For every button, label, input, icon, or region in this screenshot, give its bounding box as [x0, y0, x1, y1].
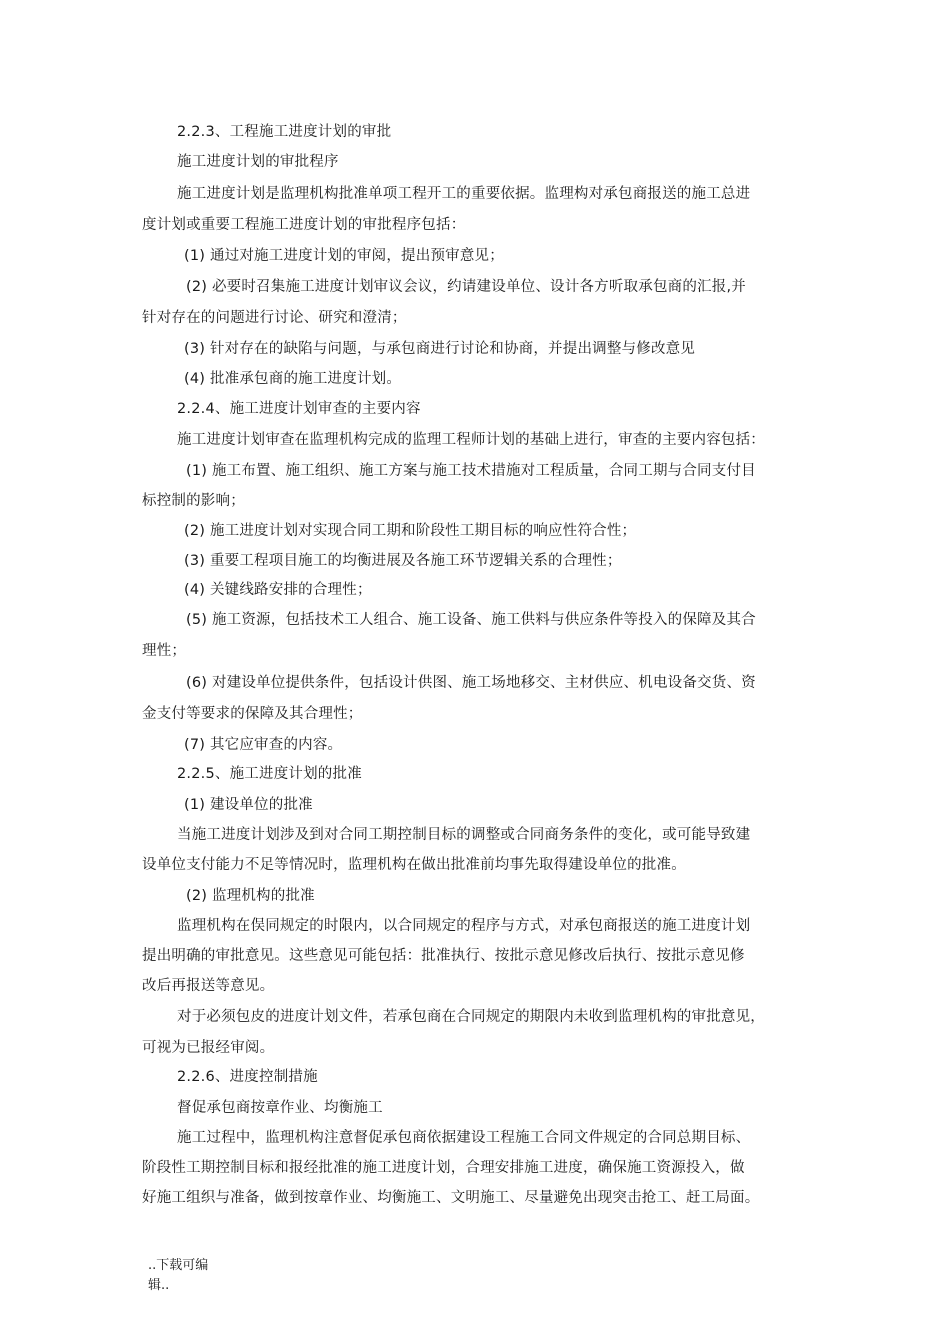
- paragraph-line: 理性；: [142, 643, 187, 659]
- list-item: (1) 建设单位的批准: [184, 797, 313, 813]
- heading-2-2-5: 2.2.5、施工进度计划的批准: [177, 766, 362, 782]
- list-item: (7) 其它应审查的内容。: [184, 737, 343, 753]
- paragraph-line: 施工进度计划审查在监理机构完成的监理工程师计划的基础上进行，审查的主要内容包括：: [177, 432, 765, 448]
- paragraph-line: 好施工组织与准备，做到按章作业、均衡施工、文明施工、尽量避免出现突击抢工、赶工局面。: [142, 1190, 760, 1206]
- paragraph-line: 度计划或重要工程施工进度计划的审批程序包括：: [142, 217, 466, 233]
- paragraph-line: 设单位支付能力不足等情况时，监理机构在做出批准前均事先取得建设单位的批准。: [142, 857, 686, 873]
- heading-2-2-6: 2.2.6、进度控制措施: [177, 1069, 318, 1085]
- list-item: (2) 施工进度计划对实现合同工期和阶段性工期目标的响应性符合性；: [184, 523, 637, 539]
- paragraph-line: 施工过程中，监理机构注意督促承包商依据建设工程施工合同文件规定的合同总期目标、: [177, 1130, 751, 1146]
- paragraph-line: 金支付等要求的保障及其合理性；: [142, 706, 363, 722]
- paragraph-line: 改后再报送等意见。: [142, 978, 275, 994]
- list-item: (2) 监理机构的批准: [186, 888, 315, 904]
- list-item: (5) 施工资源，包括技术工人组合、施工设备、施工供料与供应条件等投入的保障及其合: [186, 612, 756, 628]
- paragraph-line: 标控制的影响；: [142, 493, 245, 509]
- heading-2-2-4: 2.2.4、施工进度计划审查的主要内容: [177, 401, 421, 417]
- paragraph-line: 针对存在的问题进行讨论、研究和澄清；: [142, 310, 407, 326]
- subheading-approval-procedure: 施工进度计划的审批程序: [177, 154, 339, 170]
- paragraph-line: 对于必须包皮的进度计划文件，若承包商在合同规定的期限内未收到监理机构的审批意见，: [177, 1009, 765, 1025]
- list-item: (4) 批准承包商的施工进度计划。: [184, 371, 402, 387]
- paragraph-line: 可视为已报经审阅。: [142, 1040, 275, 1056]
- footer-note-line-2: 辑..: [148, 1278, 170, 1293]
- paragraph-line: 提出明确的审批意见。这些意见可能包括：批准执行、按批示意见修改后执行、按批示意见修: [142, 948, 745, 964]
- list-item: (2) 必要时召集施工进度计划审议会议，约请建设单位、设计各方听取承包商的汇报,并: [186, 279, 746, 295]
- paragraph-line: 阶段性工期控制目标和报经批准的施工进度计划，合理安排施工进度，确保施工资源投入，做: [142, 1160, 745, 1176]
- list-item: (3) 针对存在的缺陷与问题，与承包商进行讨论和协商，并提出调整与修改意见: [184, 341, 696, 357]
- list-item: (6) 对建设单位提供条件，包括设计供图、施工场地移交、主材供应、机电设备交货、资: [186, 675, 756, 691]
- paragraph-line: 当施工进度计划涉及到对合同工期控制目标的调整或合同商务条件的变化，或可能导致建: [177, 827, 751, 843]
- heading-2-2-3: 2.2.3、工程施工进度计划的审批: [177, 124, 392, 140]
- footer-note-line-1: ..下载可编: [148, 1258, 209, 1273]
- list-item: (1) 施工布置、施工组织、施工方案与施工技术措施对工程质量，合同工期与合同支付目: [186, 463, 756, 479]
- list-item: (1) 通过对施工进度计划的审阅，提出预审意见；: [184, 248, 504, 264]
- subheading-measures: 督促承包商按章作业、均衡施工: [177, 1100, 383, 1116]
- list-item: (3) 重要工程项目施工的均衡进展及各施工环节逻辑关系的合理性；: [184, 553, 622, 569]
- paragraph-line: 施工进度计划是监理机构批准单项工程开工的重要依据。监理构对承包商报送的施工总进: [177, 186, 751, 202]
- paragraph-line: 监理机构在俣同规定的时限内，以合同规定的程序与方式，对承包商报送的施工进度计划: [177, 918, 751, 934]
- list-item: (4) 关键线路安排的合理性；: [184, 582, 372, 598]
